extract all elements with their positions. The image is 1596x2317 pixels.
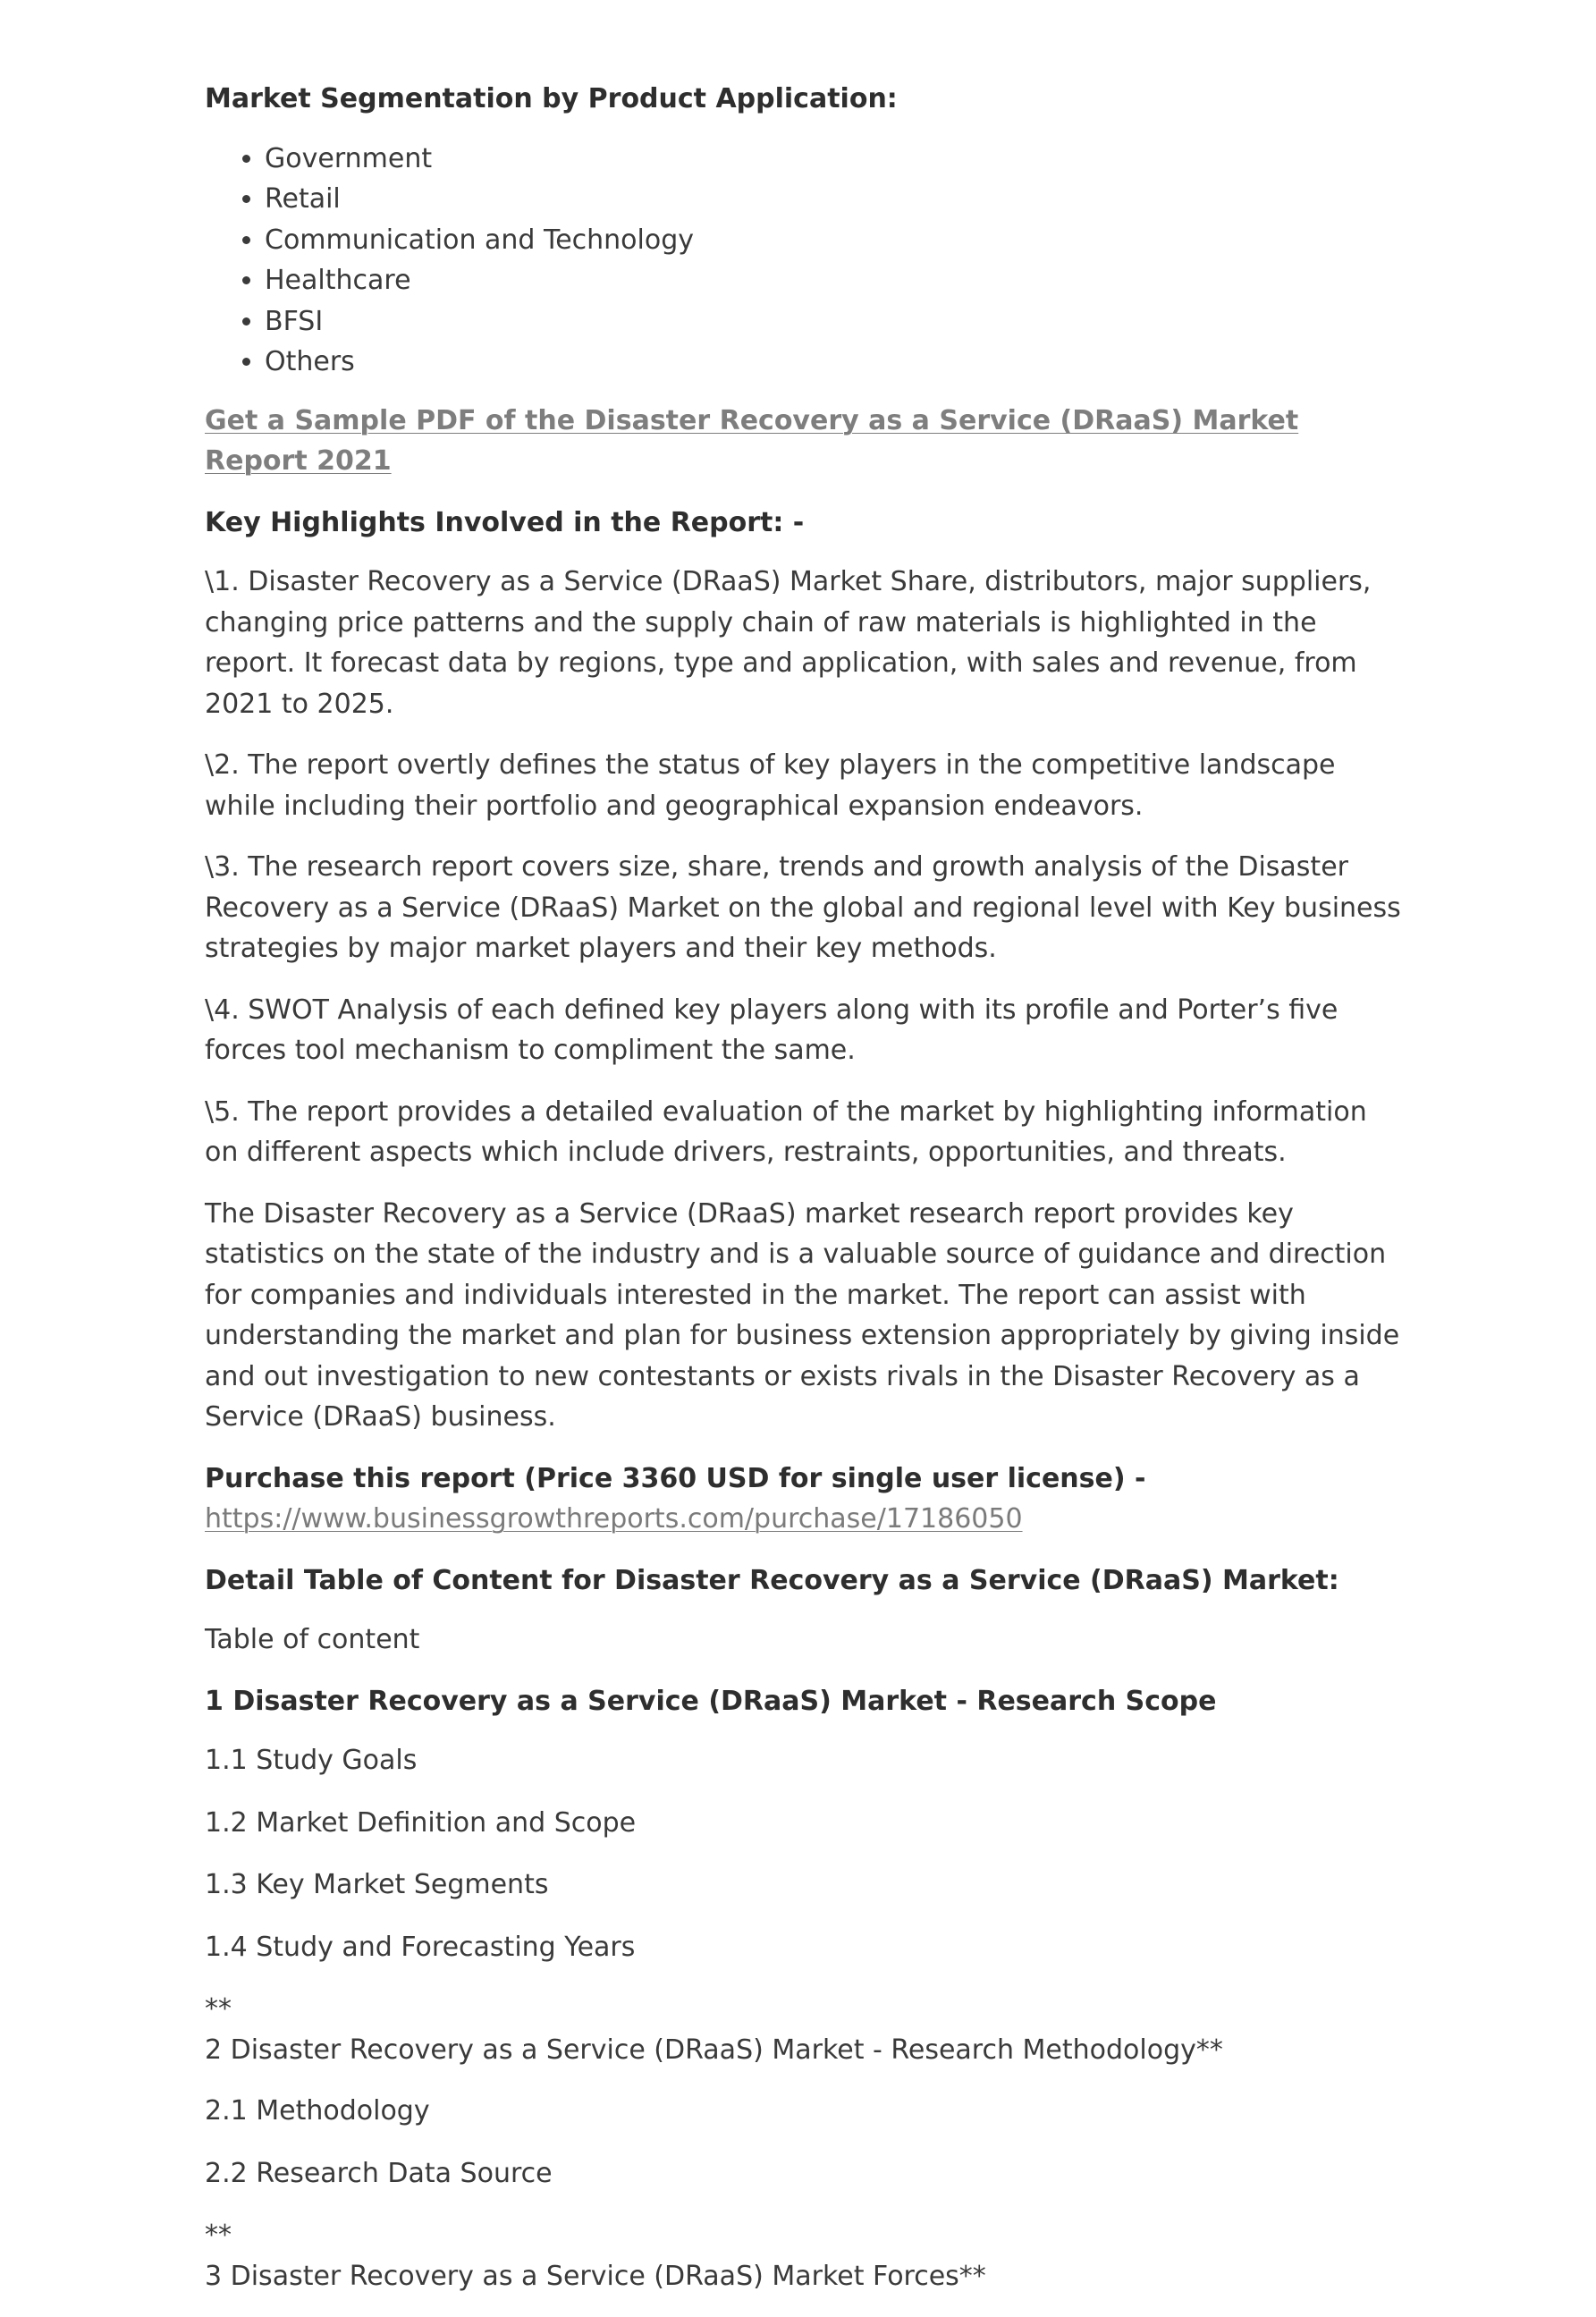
- toc-section-2: [205, 1989, 1403, 2070]
- toc-section-marker: **: [205, 2220, 232, 2251]
- document-page: [205, 79, 1403, 2317]
- sample-pdf-link[interactable]: Get a Sample PDF of the Disaster Recovery as a Service (DRaaS) Market Report 2021: [205, 404, 1299, 477]
- toc-item: 1.4 Study and Forecasting Years: [205, 1931, 636, 1963]
- purchase-block: [205, 1459, 1403, 1540]
- list-item: • Communication and Technology: [265, 220, 1403, 261]
- segmentation-heading: Market Segmentation by Product Application:: [205, 83, 898, 114]
- toc-section-3: [205, 2215, 1403, 2296]
- highlight-item: \2. The report overtly defines the status of key players in the competitive landscape while including their portfolio and geographical expansion endeavors.: [205, 749, 1336, 822]
- highlight-item: \4. SWOT Analysis of each defined key players along with its profile and Porter’s five forces tool mechanism to compliment the same.: [205, 994, 1338, 1066]
- toc-section-marker: **: [205, 1993, 232, 2025]
- toc-item: 2.2 Research Data Source: [205, 2157, 553, 2189]
- list-item: • Government: [265, 139, 1403, 180]
- list-item: • Retail: [265, 179, 1403, 220]
- purchase-link[interactable]: https://www.businessgrowthreports.com/purchase/17186050: [205, 1503, 1023, 1535]
- segmentation-list: [205, 139, 1403, 383]
- toc-intro: Table of content: [205, 1624, 420, 1655]
- toc-heading: Detail Table of Content for Disaster Recovery as a Service (DRaaS) Market:: [205, 1564, 1339, 1596]
- toc-section-2-title: 2 Disaster Recovery as a Service (DRaaS) Market - Research Methodology**: [205, 2034, 1223, 2066]
- toc-section-1-title: 1 Disaster Recovery as a Service (DRaaS) Market - Research Scope: [205, 1685, 1217, 1717]
- list-item: • BFSI: [265, 301, 1403, 342]
- list-item: • Healthcare: [265, 260, 1403, 301]
- list-item: • Others: [265, 342, 1403, 383]
- toc-item: 1.3 Key Market Segments: [205, 1869, 549, 1900]
- summary-paragraph: The Disaster Recovery as a Service (DRaaS) market research report provides key statistics on the state of the industry and is a valuable source of guidance and direction for companies and individuals interested in the market. The report can assist with understanding the market and plan for business extension appropriately by giving inside and out investigation to new contestants or exists rivals in the Disaster Recovery as a Service (DRaaS) business.: [205, 1197, 1400, 1433]
- highlights-heading: Key Highlights Involved in the Report: -: [205, 506, 805, 538]
- highlight-item: \5. The report provides a detailed evaluation of the market by highlighting information on different aspects which include drivers, restraints, opportunities, and threats.: [205, 1095, 1367, 1168]
- purchase-label: Purchase this report (Price 3360 USD for single user license) -: [205, 1462, 1146, 1494]
- toc-item: 1.2 Market Definition and Scope: [205, 1806, 637, 1839]
- highlight-item: \3. The research report covers size, share, trends and growth analysis of the Disaster Recovery as a Service (DRaaS) Market on the global and regional level with Key business strategies by major market players and their key methods.: [205, 851, 1401, 964]
- toc-item: 2.1 Methodology: [205, 2095, 430, 2127]
- toc-section-3-title: 3 Disaster Recovery as a Service (DRaaS) Market Forces**: [205, 2260, 986, 2292]
- toc-item: 1.1 Study Goals: [205, 1745, 418, 1776]
- highlight-item: \1. Disaster Recovery as a Service (DRaaS) Market Share, distributors, major suppliers, changing price patterns and the supply chain of raw materials is highlighted in the report. It forecast data by regions, type and application, with sales and revenue, from 2021 to 2025.: [205, 566, 1372, 720]
